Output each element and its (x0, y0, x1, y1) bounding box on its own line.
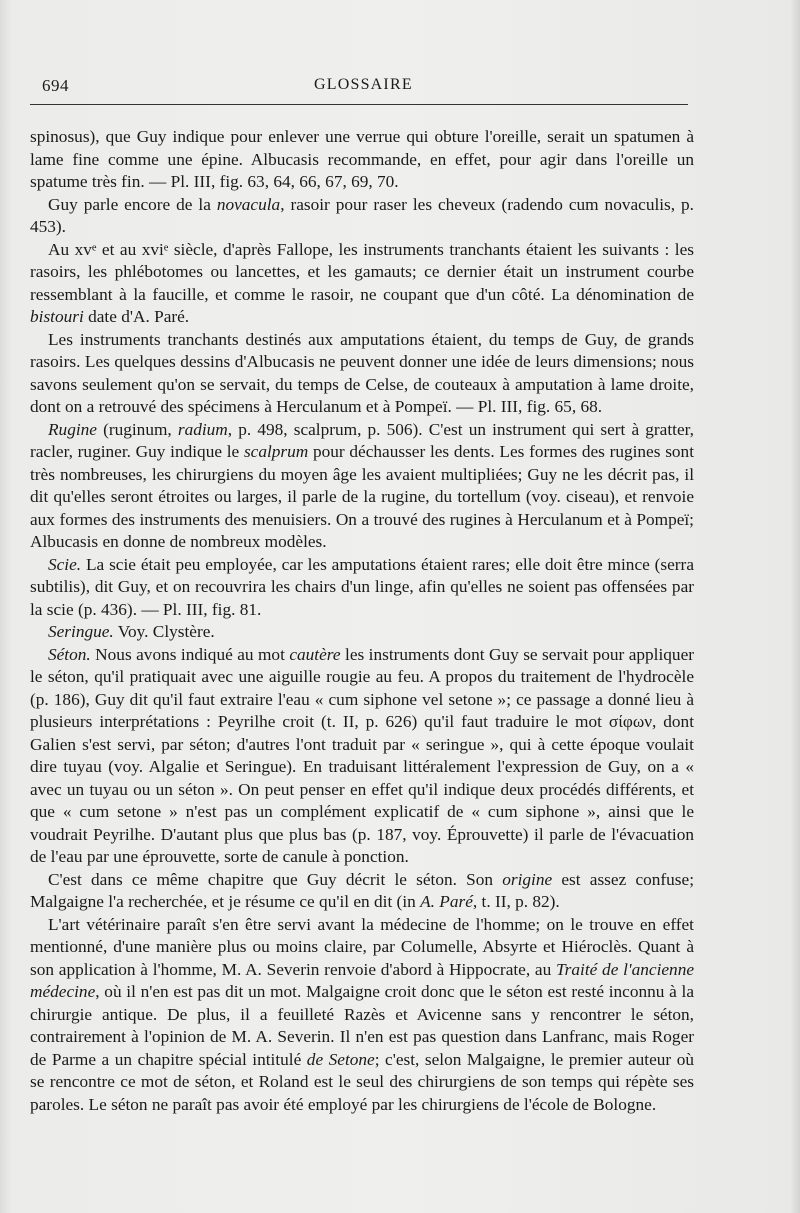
entry-term: Seringue. (48, 622, 114, 641)
page-number: 694 (42, 76, 69, 95)
paragraph: Les instruments tranchants destinés aux amputations étaient, du temps de Guy, de grands rasoirs. Les quelques dessins d'Albucasis ne peuvent donner une idée de leurs dimensions; nous savons seulement qu'on se servait, du temps de Celse, de couteaux à amputation à lame droite, dont on a retrouvé des spécimens à Herculanum et à Pompeï. — Pl. III, fig. 65, 68. (30, 329, 694, 416)
body-text (30, 126, 694, 1116)
entry-term: Scie. (48, 554, 82, 574)
entry-term: Séton. (48, 644, 91, 664)
paragraph: C'est dans ce même chapitre que Guy décrit le séton. Son origine est assez confuse; Malgaigne l'a recherchée, et je résume ce qu'il en dit (in A. Paré, t. II, p. 82). (30, 869, 694, 911)
paragraph: Au xvᵉ et au xviᵉ siècle, d'après Fallope, les instruments tranchants étaient les suivants : les rasoirs, les phlébotomes ou lancettes, et les gamauts; ce dernier était un instrument courbe ressemblant à la faucille, et comme le rasoir, ne coupant que d'un côté. La dénomination de bistouri date d'A. Paré. (30, 239, 694, 326)
header-rule (30, 104, 688, 105)
page-header (30, 72, 690, 100)
running-title: GLOSSAIRE (314, 76, 413, 93)
paragraph: Séton. Nous avons indiqué au mot cautère les instruments dont Guy se servait pour appliquer le séton, qu'il pratiquait avec une aiguille rougie au feu. A propos du traitement de l'hydrocèle (p. 186), Guy dit qu'il faut extraire l'eau « cum siphone vel setone »; ce passage a donné lieu à plusieurs interprétations : Peyrilhe croit (t. II, p. 626) qu'il faut traduire le mot σίφων, dont Galien s'est servi, par séton; d'autres l'ont traduit par « seringue », qui à cette époque voulait dire tuyau (voy. Algalie et Seringue). En traduisant littéralement l'expression de Guy, on a « avec un tuyau ou un séton ». On peut penser en effet qu'il indique deux procédés différents, et que « cum setone » n'est pas un complément explicatif de « cum siphone », ainsi que le voudrait Peyrilhe. D'autant plus que plus bas (p. 187, voy. Éprouvette) il parle de l'évacuation de l'eau par une éprouvette, sorte de canule à ponction. (30, 644, 694, 866)
paragraph: Scie. La scie était peu employée, car les amputations étaient rares; elle doit être mince (serra subtilis), dit Guy, et on recouvrira les chairs d'un linge, afin qu'elles ne soient pas offensées par la scie (p. 436). — Pl. III, fig. 81. (30, 554, 694, 619)
entry-term: Rugine (48, 419, 97, 439)
paragraph: spinosus), que Guy indique pour enlever une verrue qui obture l'oreille, serait un spatumen à lame fine comme une épine. Albucasis recommande, en effet, pour agir dans l'oreille un spatume très fin. — Pl. III, fig. 63, 64, 66, 67, 69, 70. (30, 127, 694, 191)
paragraph: L'art vétérinaire paraît s'en être servi avant la médecine de l'homme; on le trouve en effet mentionné, d'une manière plus ou moins claire, par Columelle, Absyrte et Hiéroclès. Quant à son application à l'homme, M. A. Severin renvoie d'abord à Hippocrate, au Traité de l'ancienne médecine, où il n'en est pas dit un mot. Malgaigne croit donc que le séton est resté inconnu à la chirurgie antique. De plus, il a feuilleté Razès et Avicenne sans y rencontrer le séton, contrairement à l'opinion de M. A. Severin. Il n'en est pas question dans Lanfranc, mais Roger de Parme a un chapitre spécial intitulé de Setone; c'est, selon Malgaigne, le premier auteur où se rencontre ce mot de séton, et Roland est le seul des chirurgiens de son temps qui répète ses paroles. Le séton ne paraît pas avoir été employé par les chirurgiens de l'école de Bologne. (30, 914, 695, 1114)
paragraph: Seringue. Voy. Clystère. (48, 622, 215, 641)
paragraph: Guy parle encore de la novacula, rasoir pour raser les cheveux (radendo cum novaculis, p. 453). (30, 194, 695, 236)
paragraph: Rugine (ruginum, radium, p. 498, scalprum, p. 506). C'est un instrument qui sert à gratter, racler, ruginer. Guy indique le scalprum pour déchausser les dents. Les formes des rugines sont très nombreuses, les chirurgiens du moyen âge les avaient multipliées; Guy ne les décrit pas, il dit qu'elles seront étroites ou larges, il parle de la rugine, du tortellum (voy. ciseau), et renvoie aux formes des instruments des menuisiers. On a trouvé des rugines à Herculanum et à Pompeï; Albucasis en donne de nombreux modèles. (30, 419, 694, 551)
